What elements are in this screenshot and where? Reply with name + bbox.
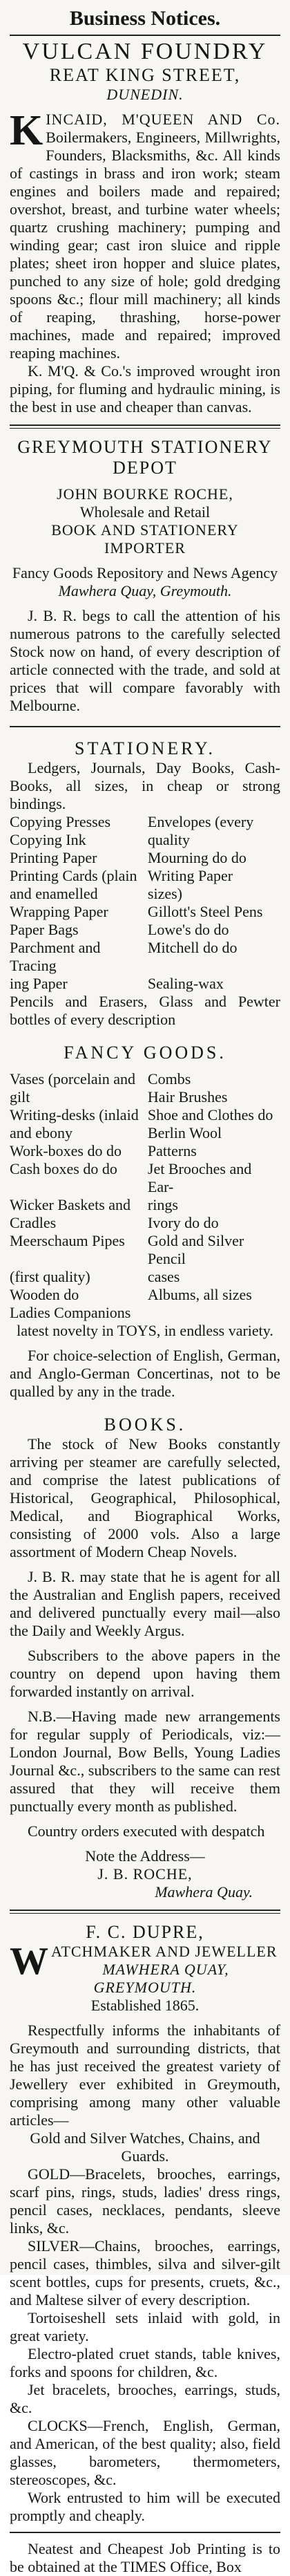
list-item: Wrapping Paper Gillott's Steel Pens — [10, 903, 263, 920]
dupre-p3: GOLD—Bracelets, brooches, earrings, scarf pins, rings, studs, ladies' dress rings, pencil cases, necklaces, pendants, sleeve links, &c. — [10, 2165, 280, 2237]
divider — [10, 424, 280, 429]
dupre-p2: Gold and Silver Watches, Chains, and Guards. — [30, 2129, 260, 2165]
books-p3: Subscribers to the above papers in the country on depend upon having them forwarded instantly on arrival. — [10, 1647, 280, 1700]
list-item: Wooden do Albums, all sizes — [10, 1286, 252, 1303]
depot-name: GREYMOUTH STATIONERY DEPOT — [17, 437, 273, 478]
dupre-address: MAWHERA QUAY, GREYMOUTH. — [93, 1961, 229, 1996]
depot-owner: JOHN BOURKE ROCHE, — [57, 485, 233, 503]
stationery-depot-ad — [10, 437, 280, 715]
list-item: Meerschaum Pipes Gold and Silver Pencil — [10, 1232, 244, 1267]
depot-notice: J. B. R. begs to call the attention of his numerous patrons to the carefully selected Stock now on hand, of every description of article connected with the trade, and sold at prices that will compare favorably with Melbourne. — [10, 607, 280, 714]
stationery-list — [10, 813, 280, 993]
list-item: Writing-desks (inlaid Shoe and Clothes do — [10, 1106, 273, 1123]
books-p2: J. B. R. may state that he is agent for all the Australian and English papers, received and delivered punctually every mail—also the Daily and Weekly Argus. — [10, 1568, 280, 1639]
depot-line1: Fancy Goods Repository and News Agency — [12, 564, 278, 581]
books-p1: The stock of New Books constantly arriving per steamer are carefully selected, and comprise the latest publications of Historical, Geographical, Philosophical, Medical, and Biographical Works, consisting of 2000 vols. Also a large assortment of Modern Cheap Novels. — [10, 1435, 280, 1560]
dupre-trade: ATCHMAKER AND JEWELLER — [51, 1943, 278, 1960]
dupre-p7: Jet bracelets, brooches, earrings, studs, &c. — [10, 2381, 280, 2416]
depot-line2: Mawhera Quay, Greymouth. — [58, 582, 232, 599]
dupre-p1: Respectfully informs the inhabitants of Greymouth and surrounding districts, that he has just received the greatest variety of Jewellery ever exhibited in Greymouth, comprising among many other valuable articles— — [10, 2022, 280, 2129]
vulcan-street: REAT KING STREET, — [49, 65, 241, 85]
dupre-p9: Work entrusted to him will be executed promptly and cheaply. — [10, 2489, 280, 2524]
page-title: Business Notices. — [69, 7, 221, 30]
dropcap-w: W — [10, 1943, 48, 1983]
fancy-goods-section — [10, 1043, 280, 1401]
dropcap-k: K — [10, 107, 44, 154]
vulcan-foundry-ad — [10, 39, 280, 416]
divider — [10, 2532, 280, 2533]
fancy-list — [10, 1070, 280, 1322]
vulcan-body2: K. M'Q. & Co.'s improved wrought iron piping, for fluming and hydraulic mining, is the best in use and cheaper than canvas. — [10, 362, 280, 416]
list-item: Wicker Baskets and rings — [10, 1196, 178, 1213]
stationery-heading: STATIONERY. — [75, 738, 215, 758]
divider — [10, 35, 280, 36]
list-item: Printing Paper Mourning do do — [10, 849, 246, 866]
list-item: ing Paper Sealing-wax — [10, 975, 224, 992]
divider — [10, 726, 280, 727]
dupre-p5: Tortoiseshell sets inlaid with gold, in great variety. — [10, 2309, 280, 2344]
books-note: Note the Address— — [85, 1847, 205, 1865]
list-item: (first quality) cases — [10, 1268, 180, 1285]
list-item: gilt Hair Brushes — [10, 1088, 228, 1105]
vulcan-intro-block — [10, 107, 280, 362]
dupre-p4: SILVER—Chains, brooches, earrings, pencil cases, thimbles, silva and silver-gilt scent bottles, cups for presents, cruets, &c., and Maltese silver of every description. — [10, 2237, 280, 2308]
books-section — [10, 1415, 280, 1901]
dupre-p8: CLOCKS—French, English, German, and American, of the best quality; also, field glasses, barometers, thermometers, stereoscopes, &c. — [10, 2417, 280, 2488]
vulcan-town: DUNEDIN. — [106, 86, 184, 103]
list-item: Ladies Companions — [10, 1304, 131, 1321]
depot-sub: Wholesale and Retail — [79, 503, 211, 521]
dupre-established: Established 1865. — [90, 1997, 200, 2014]
dupre-name: F. C. DUPRE, — [86, 1922, 204, 1942]
depot-trade: BOOK AND STATIONERY IMPORTER — [51, 521, 239, 557]
list-item: and ebony Berlin Wool — [10, 1124, 222, 1141]
fancy-latest: latest novelty in TOYS, in endless variety. — [17, 1322, 273, 1339]
list-item: Printing Cards (plain Writing Paper — [10, 867, 233, 884]
vulcan-body: Boilermakers, Engineers, Millwrights, Founders, Blacksmiths, &c. All kinds of castings in brass and iron work; steam engines and boilers made and repaired; overshot, breast, and turbine water wheels; quartz crushing machinery; pumping and winding gear; cast iron sluice and ripple plates; sheet iron hopper and sluice plates, punched to any size of hole; gold dredging spoons &c.; flour mill machinery; all kinds of reaping, thrashing, horse-power machines, made and repaired; improved reaping machines. — [10, 129, 280, 362]
list-item: Cradles Ivory do do — [10, 1214, 219, 1231]
list-item: Work-boxes do do Patterns — [10, 1142, 197, 1159]
list-item: Paper Bags Lowe's do do — [10, 921, 229, 938]
books-p5: Country orders executed with despatch — [28, 1822, 265, 1840]
list-item: Vases (porcelain and Combs — [10, 1070, 191, 1088]
dupre-p6: Electro-plated cruet stands, table knives, forks and spoons for children, &c. — [10, 2345, 280, 2380]
books-p4: N.B.—Having made new arrangements for regular supply of Periodicals, viz:—London Journal, Bow Bells, Young Ladies Journal &c., subscribers to the same can rest assured that they will receive them punctually every month as published. — [10, 1708, 280, 1815]
books-heading: BOOKS. — [104, 1415, 186, 1435]
divider — [10, 1910, 280, 1914]
stationery-closing: Pencils and Erasers, Glass and Pewter bottles of every description — [10, 993, 280, 1028]
dupre-p10: Neatest and Cheapest Job Printing is to be obtained at the TIMES Office, Box — [10, 2540, 280, 2575]
fancy-heading: FANCY GOODS. — [64, 1043, 226, 1063]
list-item: Cash boxes do do Jet Brooches and Ear- — [10, 1160, 252, 1195]
list-item: Parchment and Tracing Mitchell do do — [10, 939, 238, 974]
list-item: Copying Ink quality — [10, 831, 191, 848]
books-signature: J. B. ROCHE, — [97, 1865, 193, 1883]
dupre-trade-block — [10, 1943, 280, 2015]
vulcan-intro: INCAID, M'QUEEN AND Co. — [46, 111, 280, 128]
dupre-jeweller-ad — [10, 1922, 280, 2576]
books-signature-address: Mawhera Quay. — [155, 1883, 253, 1901]
list-item: Copying Presses Envelopes (every — [10, 813, 254, 830]
stationery-intro: Ledgers, Journals, Day Books, Cash-Books, all sizes, in cheap or strong bindings. — [10, 759, 280, 812]
list-item: and enamelled sizes) — [10, 885, 183, 902]
fancy-concertinas: For choice-selection of English, German, and Anglo-German Concertinas, not to be qualled by any in the trade. — [10, 1347, 280, 1400]
vulcan-name: VULCAN FOUNDRY — [22, 39, 268, 64]
stationery-section — [10, 738, 280, 1029]
